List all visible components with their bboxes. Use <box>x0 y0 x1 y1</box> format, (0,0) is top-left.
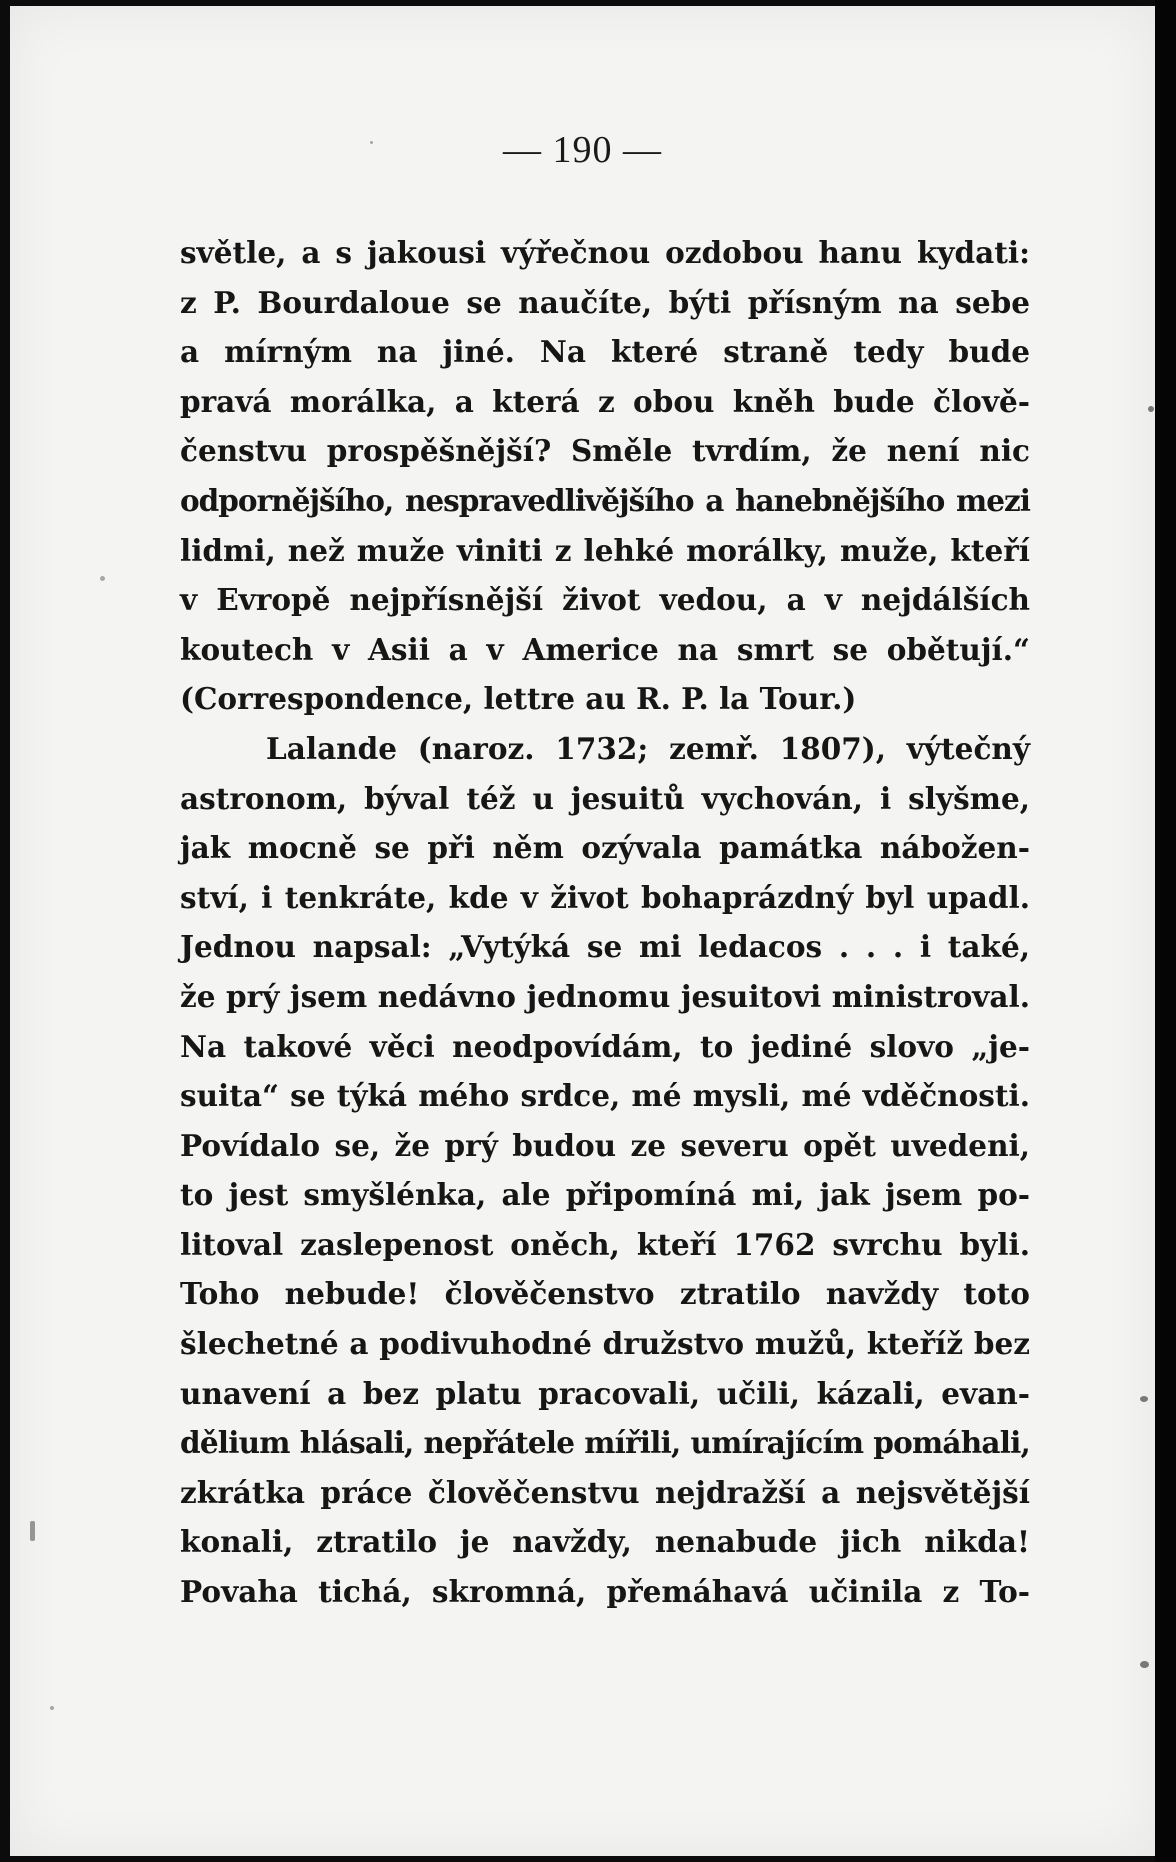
text-line: odpornějšího, nespravedlivějšího a hanebnějšího mezi <box>180 482 1030 518</box>
scan-speck <box>30 1521 35 1541</box>
text-line: v Evropě nejpřísnější život vedou, a v nejdálších <box>180 582 1030 618</box>
book-page <box>10 6 1155 1856</box>
text-line: litoval zaslepenost oněch, kteří 1762 svrchu byli. <box>180 1226 1030 1262</box>
text-line: astronom, býval též u jesuitů vychován, i slyšme, <box>180 780 1030 816</box>
scan-border <box>1155 0 1176 1862</box>
text-line: Toho nebude! člověčenstvo ztratilo navždy toto <box>180 1276 1030 1312</box>
text-line: konali, ztratilo je navždy, nenabude jich nikda! <box>180 1524 1030 1560</box>
scan-speck <box>1148 406 1154 412</box>
scan-speck <box>370 141 373 144</box>
text-line: zkrátka práce člověčenstvu nejdražší a nejsvětější <box>180 1474 1030 1510</box>
text-line: koutech v Asii a v Americe na smrt se obětují.“ <box>180 631 1030 667</box>
text-line: lidmi, než muže viniti z lehké morálky, muže, kteří <box>180 532 1030 568</box>
text-line: čenstvu prospěšnější? Směle tvrdím, že není nic <box>180 433 1030 469</box>
scan-speck <box>100 576 105 581</box>
text-line: Povídalo se, že prý budou ze severu opět uvedeni, <box>180 1127 1030 1163</box>
scan-speck <box>50 1706 54 1710</box>
text-line: ství, i tenkráte, kde v život bohaprázdný byl upadl. <box>180 879 1030 915</box>
text-line: jak mocně se při něm ozývala památka nábožen- <box>180 830 1030 866</box>
text-line: Lalande (naroz. 1732; zemř. 1807), výtečný <box>266 730 1030 766</box>
text-line: (Correspondence, lettre au R. P. la Tour.) <box>180 681 857 717</box>
scan-speck <box>1140 1396 1148 1402</box>
text-line: Jednou napsal: „Vytýká se mi ledacos . . . i také, <box>180 929 1030 965</box>
text-line: světle, a s jakousi výřečnou ozdobou hanu kydati: <box>180 235 1030 270</box>
text-line: to jest smyšlénka, ale připomíná mi, jak jsem po- <box>180 1177 1030 1213</box>
text-line: a mírným na jiné. Na které straně tedy bude <box>180 334 1030 370</box>
text-line: že prý jsem nedávno jednomu jesuitovi ministroval. <box>180 978 1030 1014</box>
text-line: dělium hlásali, nepřátele mířili, umírajícím pomáhali, <box>180 1425 1030 1461</box>
text-line: suita“ se týká mého srdce, mé mysli, mé vděčnosti. <box>180 1078 1030 1114</box>
text-line: Povaha tichá, skromná, přemáhavá učinila z To- <box>180 1574 1030 1610</box>
scan-speck <box>1140 1661 1149 1668</box>
text-line: pravá morálka, a která z obou kněh bude člově- <box>180 383 1030 419</box>
text-line: Na takové věci neodpovídám, to jediné slovo „je- <box>180 1028 1030 1064</box>
page-number: — 190 — <box>503 129 662 171</box>
text-line: unavení a bez platu pracovali, učili, kázali, evan- <box>180 1375 1030 1411</box>
text-line: z P. Bourdaloue se naučíte, býti přísným na sebe <box>180 284 1030 320</box>
body-text <box>180 228 1030 1617</box>
text-line: šlechetné a podivuhodné družstvo mužů, kteříž bez <box>180 1326 1030 1362</box>
